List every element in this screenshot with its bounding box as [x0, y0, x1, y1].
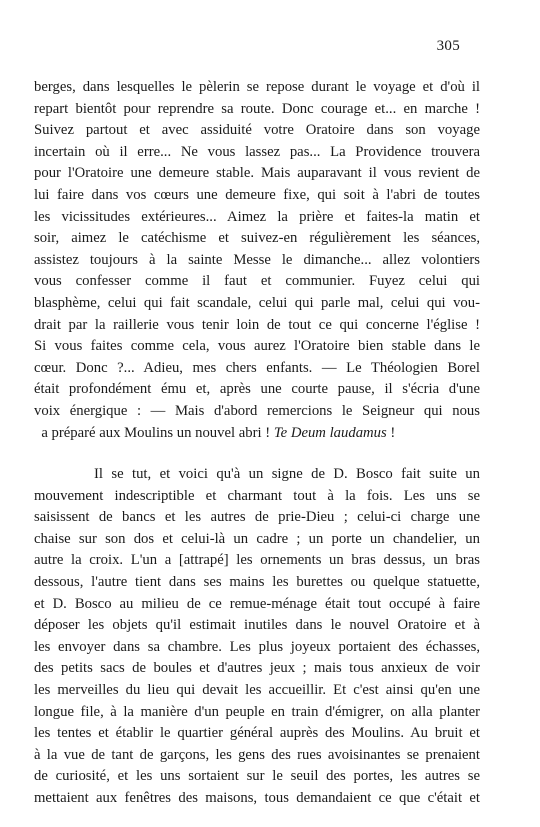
text-line: soir, aimez le catéchisme et suivez-en régulièrement les séances,	[34, 230, 480, 247]
text-line: dessous, l'autre tient dans ses mains les burettes ou quelque statuette,	[34, 573, 480, 590]
text-line: lui faire dans vos cœurs une demeure fixe, qui soit à l'abri de toutes	[34, 186, 480, 203]
text-line: voix énergique : — Mais d'abord remercions le Seigneur qui nous	[34, 402, 480, 419]
text-line: Il se tut, et voici qu'à un signe de D. Bosco fait suite un	[94, 466, 480, 482]
text-line: longue file, à la manière d'un peuple en train d'émigrer, on alla planter	[34, 703, 480, 720]
text-line: Si vous faites comme cela, vous aurez l'Oratoire bien stable dans le	[34, 338, 480, 355]
text-line: des petits sacs de boules et d'autres jeux ; mais tous anxieux de voir	[34, 660, 480, 677]
text-line: blasphème, celui qui fait scandale, celui qui parle mal, celui qui vou-	[34, 294, 480, 311]
text-line: incertain où il erre... Ne vous lassez pas... La Providence trouvera	[34, 143, 480, 160]
text-line: les tentes et établir le quartier général auprès des Moulins. Au bruit et	[34, 725, 480, 742]
text-line: autre la croix. L'un a [attrapé] les ornements un bras dessus, un bras	[34, 552, 480, 569]
paragraph-1	[34, 77, 480, 444]
text-line: les merveilles du lieu qui devait les accueillir. Et c'est ainsi qu'en une	[34, 681, 480, 698]
text-line: de curiosité, et les uns sortaient sur le seuil des portes, les autres se	[34, 768, 480, 785]
text-line: Suivez partout et avec assiduité votre Oratoire dans son voyage	[34, 122, 480, 139]
text-line: cœur. Donc ?... Adieu, mes chers enfants. — Le Théologien Borel	[34, 359, 480, 376]
text-line: chaise sur son dos et celui-là un cadre ; un porte un chandelier, un	[34, 530, 480, 547]
text-line: drait par la raillerie vous tenir loin de tout ce qui concerne l'église !	[34, 316, 480, 333]
text-line: berges, dans lesquelles le pèlerin se repose durant le voyage et d'où il	[34, 79, 480, 95]
text-line: saisissent de bancs et les autres de prie-Dieu ; celui-ci charge une	[34, 509, 480, 526]
last-line-suffix: !	[386, 424, 396, 441]
paragraph-2	[34, 464, 480, 810]
text-line: vous confesser comme il faut et communier. Fuyez celui qui	[34, 273, 480, 290]
italic-phrase: Te Deum laudamus	[273, 424, 387, 441]
text-line: mouvement indescriptible et charmant tout à la fois. Les uns se	[34, 487, 480, 504]
text-line: à la vue de tant de garçons, les gens des rues avoisinantes se prenaient	[34, 746, 480, 763]
text-line: assistez toujours à la sainte Messe le dimanche... allez volontiers	[34, 251, 480, 268]
text-line: les vicissitudes extérieures... Aimez la prière et faites-la matin et	[34, 208, 480, 225]
text-line: les envoyer dans sa chambre. Les plus joyeux portaient des échasses,	[34, 638, 480, 655]
text-line: déposer les objets qu'il estimait inutiles dans le nouvel Oratoire et à	[34, 617, 480, 634]
text-line-last	[34, 423, 480, 445]
text-line: repart bientôt pour reprendre sa route. Donc courage et... en marche !	[34, 100, 480, 117]
text-line: était profondément ému et, après une courte pause, il s'écria d'une	[34, 381, 480, 398]
text-line: et D. Bosco au milieu de ce remue-ménage était tout occupé à faire	[34, 595, 480, 612]
text-line: mettaient aux fenêtres des maisons, tous demandaient ce que c'était et	[34, 789, 480, 806]
page-number: 305	[436, 38, 460, 54]
text-line: pour l'Oratoire une demeure stable. Mais auparavant il vous revient de	[34, 165, 480, 182]
last-line-text: a préparé aux Moulins un nouvel abri !	[41, 424, 271, 441]
